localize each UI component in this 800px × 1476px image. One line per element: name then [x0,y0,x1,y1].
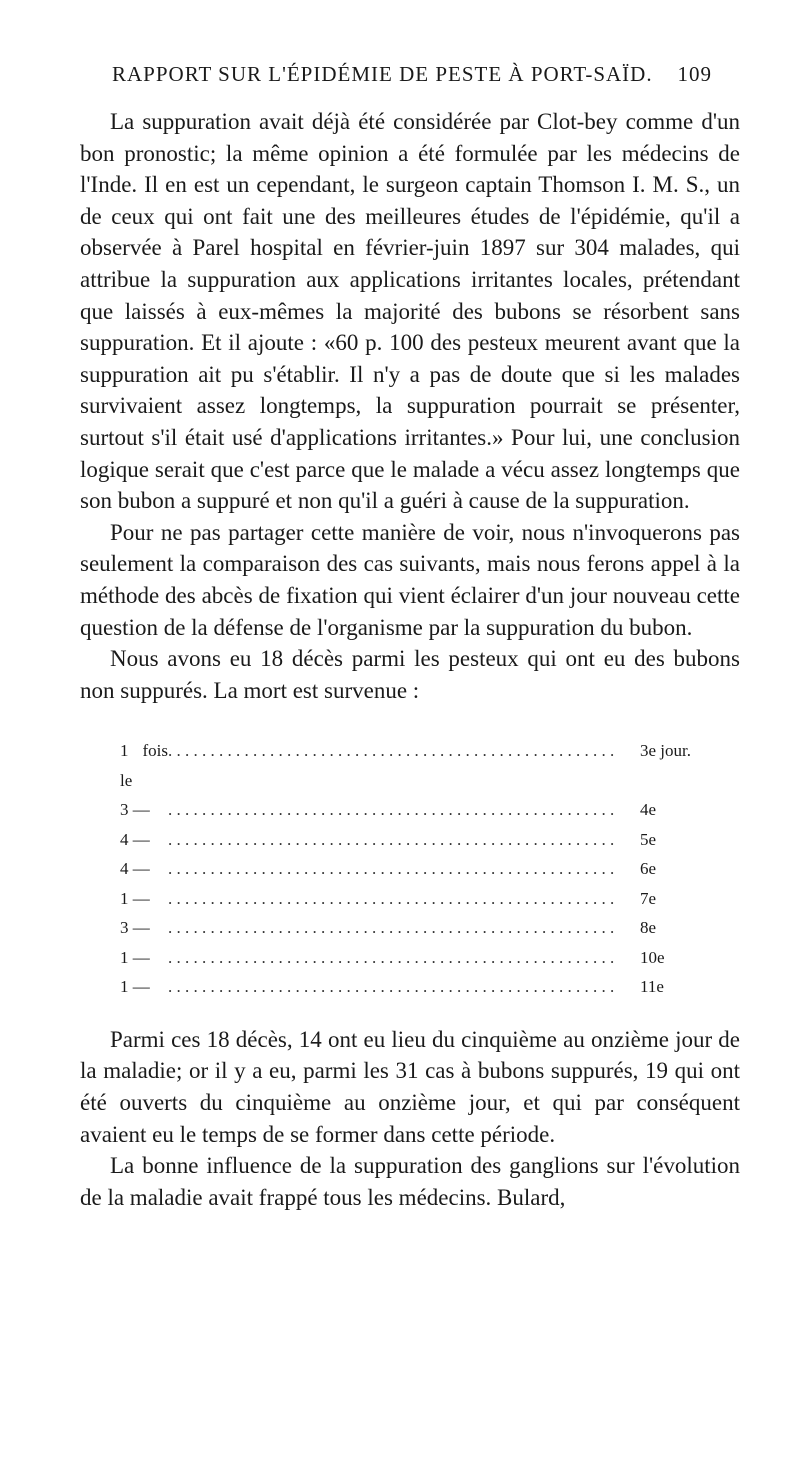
paragraph: Parmi ces 18 décès, 14 ont eu lieu du cinquième au onzième jour de la maladie; or il y a eu, parmi les 31 cas à bubons suppurés, 19 qui ont été ouverts du cinquième au onzième jour, et qui par conséquent avaient eu le temps de se former dans cette période. [80,1026,740,1147]
death-day: 8e [640,918,657,938]
page-number: 109 [677,62,712,86]
table-row [120,913,720,943]
page-body [80,106,740,1213]
paragraph: La suppuration avait déjà été considérée par Clot-bey comme d'un bon pronostic; la même opinion a été formulée par les médecins de l'Inde. Il en est un cependant, le surgeon captain Thomson I. M. S., un de ceux qui ont fait une des meilleures études de l'épidémie, qu'il a observée à Parel hospital en février-juin 1897 sur 304 malades, qui attribue la suppuration aux applications irritantes locales, prétendant que laissés à eux-mêmes la majorité des bubons se résorbent sans suppuration. Et il ajoute : «60 p. 100 des pesteux meurent avant que la suppuration ait pu s'établir. Il n'y a pas de doute que si les malades survivaient assez longtemps, la suppuration pourrait se présenter, surtout s'il était usé d'applications irritantes.» Pour lui, une conclusion logique serait que c'est parce que le malade a vécu assez longtemps que son bubon a suppuré et non qu'il a guéri à cause de la suppuration. [80,109,740,514]
death-day: 5e [640,829,657,849]
death-count: 1 fois le [120,741,168,790]
dot-leader [168,943,618,973]
death-count: 4 — [120,829,150,849]
dot-leader [168,972,618,1002]
table-row [120,854,720,884]
dot-leader [168,825,618,855]
death-count: 1 — [120,947,150,967]
running-title: RAPPORT SUR L'ÉPIDÉMIE DE PESTE À PORT-SAÏD. [112,62,653,86]
dot-leader [168,884,618,914]
death-count: 3 — [120,918,150,938]
death-day: 4e [640,800,657,820]
death-count: 1 — [120,977,150,997]
death-count: 1 — [120,888,150,908]
table-row [120,884,720,914]
death-day: 3e jour. [640,741,691,761]
death-days-table [120,736,720,1002]
death-day: 11e [640,977,664,997]
dot-leader [168,913,618,943]
paragraph: La bonne influence de la suppuration des ganglions sur l'évolution de la maladie avait frappé tous les médecins. Bulard, [80,1153,740,1210]
table-row [120,943,720,973]
paragraph: Pour ne pas partager cette manière de voir, nous n'invoquerons pas seulement la comparaison des cas suivants, mais nous ferons appel à la méthode des abcès de fixation qui vient éclairer d'un jour nouveau cette question de la défense de l'organisme par la suppuration du bubon. [80,519,740,640]
death-day: 7e [640,888,657,908]
paragraph: Nous avons eu 18 décès parmi les pesteux qui ont eu des bubons non suppurés. La mort est survenue : [80,646,740,703]
dot-leader [168,854,618,884]
death-day: 6e [640,859,657,879]
table-row [120,825,720,855]
death-day: 10e [640,947,665,967]
table-row [120,736,720,795]
dot-leader [168,795,618,825]
death-count: 3 — [120,800,150,820]
dot-leader [168,736,618,766]
table-row [120,972,720,1002]
table-row [120,795,720,825]
death-count: 4 — [120,859,150,879]
